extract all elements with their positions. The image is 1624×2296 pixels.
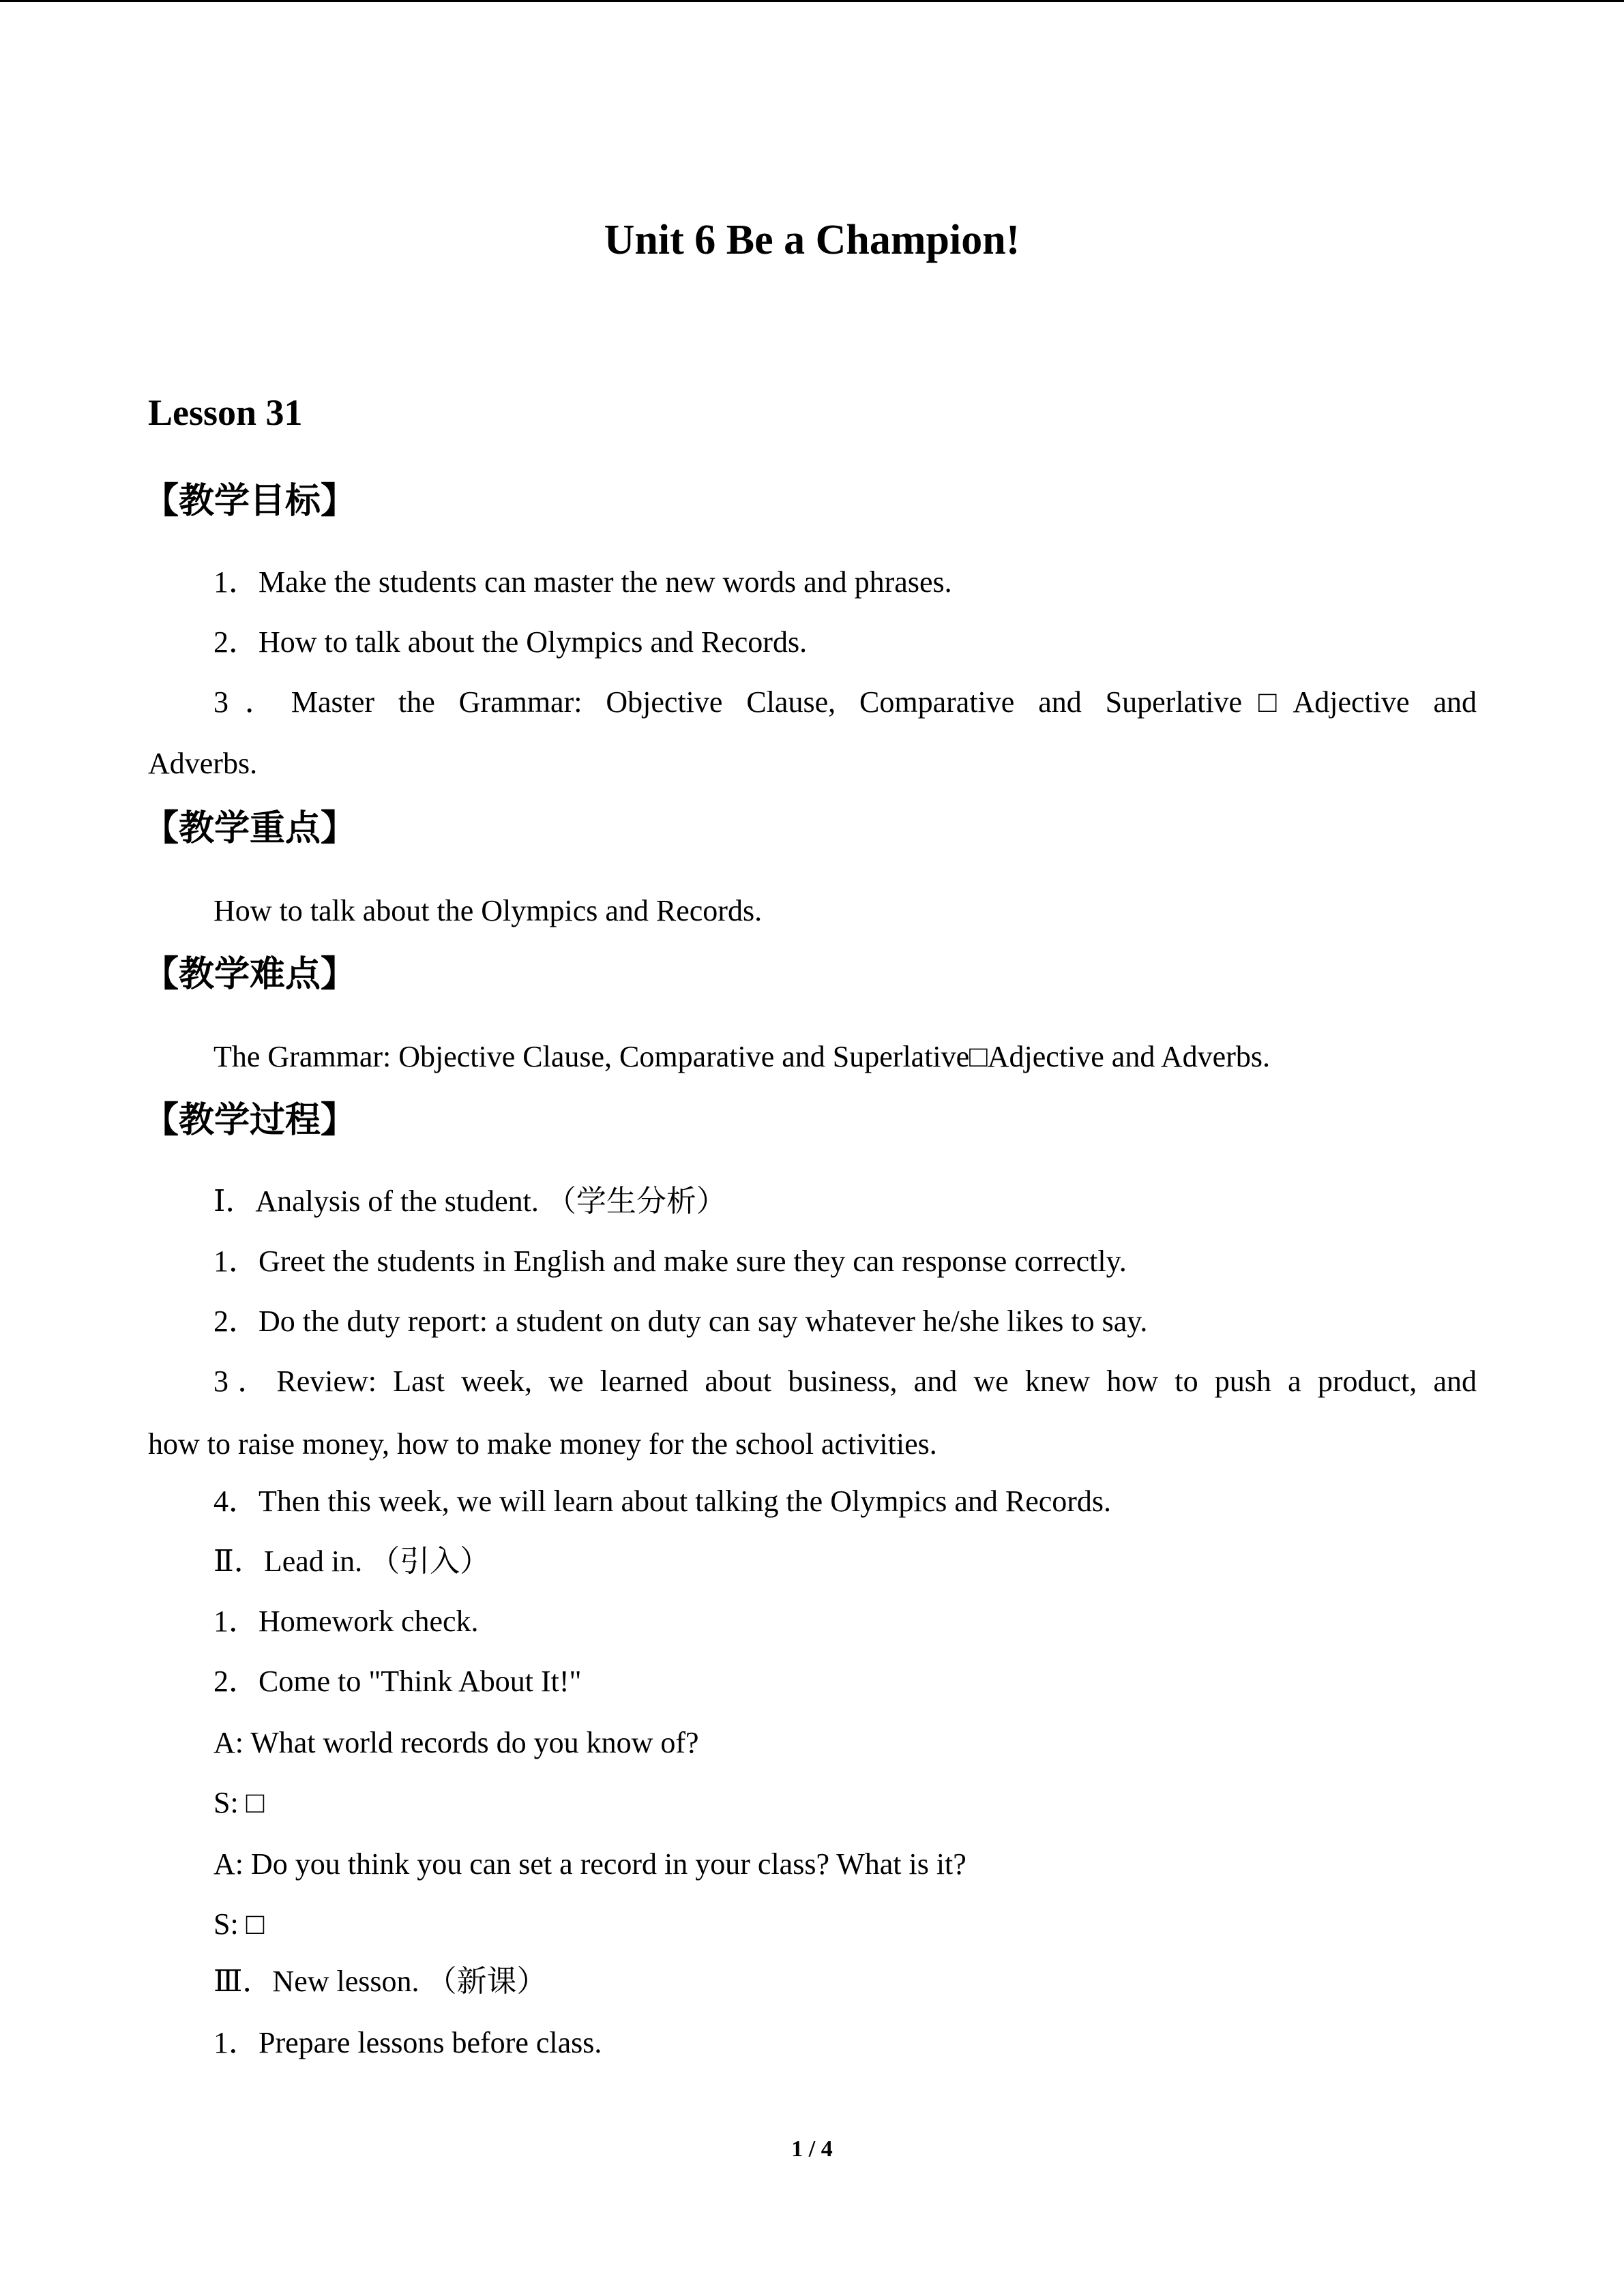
process-line: 2．Do the duty report: a student on duty can say whatever he/she likes to say. <box>213 1304 1148 1338</box>
process-line: 1．Prepare lessons before class. <box>213 2026 602 2059</box>
dialogue-line: A: Do you think you can set a record in your class? What is it? <box>213 1847 966 1881</box>
key-points-text: How to talk about the Olympics and Records. <box>213 894 763 927</box>
page-title: Unit 6 Be a Champion! <box>604 217 1020 263</box>
process-line: 4．Then this week, we will learn about talking the Olympics and Records. <box>213 1485 1112 1518</box>
objective-item-1: 1．Make the students can master the new words and phrases. <box>213 565 952 599</box>
objective-item-3-continued: Adverbs. <box>148 747 258 780</box>
dialogue-line: A: What world records do you know of? <box>213 1726 699 1759</box>
process-section-2-title: Ⅱ．Lead in. （引入） <box>213 1545 490 1578</box>
top-border <box>0 0 1624 2</box>
process-line: 1．Greet the students in English and make sure they can response correctly. <box>213 1244 1127 1278</box>
key-points-heading: 【教学重点】 <box>143 808 357 849</box>
process-line: 3．Review: Last week, we learned about business, and we knew how to push a product, and <box>213 1365 1477 1398</box>
process-section-3-title: Ⅲ．New lesson. （新课） <box>213 1965 547 1998</box>
process-section-1-title: Ⅰ．Analysis of the student. （学生分析） <box>213 1184 726 1218</box>
objective-item-2: 2．How to talk about the Olympics and Records. <box>213 625 808 659</box>
lesson-heading: Lesson 31 <box>148 392 303 433</box>
page-number: 1 / 4 <box>791 2136 833 2162</box>
process-line: 1．Homework check. <box>213 1605 479 1638</box>
process-heading: 【教学过程】 <box>143 1100 357 1141</box>
difficulties-heading: 【教学难点】 <box>143 954 357 995</box>
process-line-continued: how to raise money, how to make money for the school activities. <box>148 1427 937 1461</box>
dialogue-line: S: □ <box>213 1786 265 1819</box>
difficulties-text: The Grammar: Objective Clause, Comparative and Superlative□Adjective and Adverbs. <box>213 1040 1270 1073</box>
objectives-heading: 【教学目标】 <box>143 481 357 522</box>
objective-item-3: 3．Master the Grammar: Objective Clause, Comparative and Superlative□Adjective and <box>213 685 1477 719</box>
process-line: 2．Come to "Think About It!" <box>213 1665 582 1698</box>
dialogue-line: S: □ <box>213 1907 265 1941</box>
